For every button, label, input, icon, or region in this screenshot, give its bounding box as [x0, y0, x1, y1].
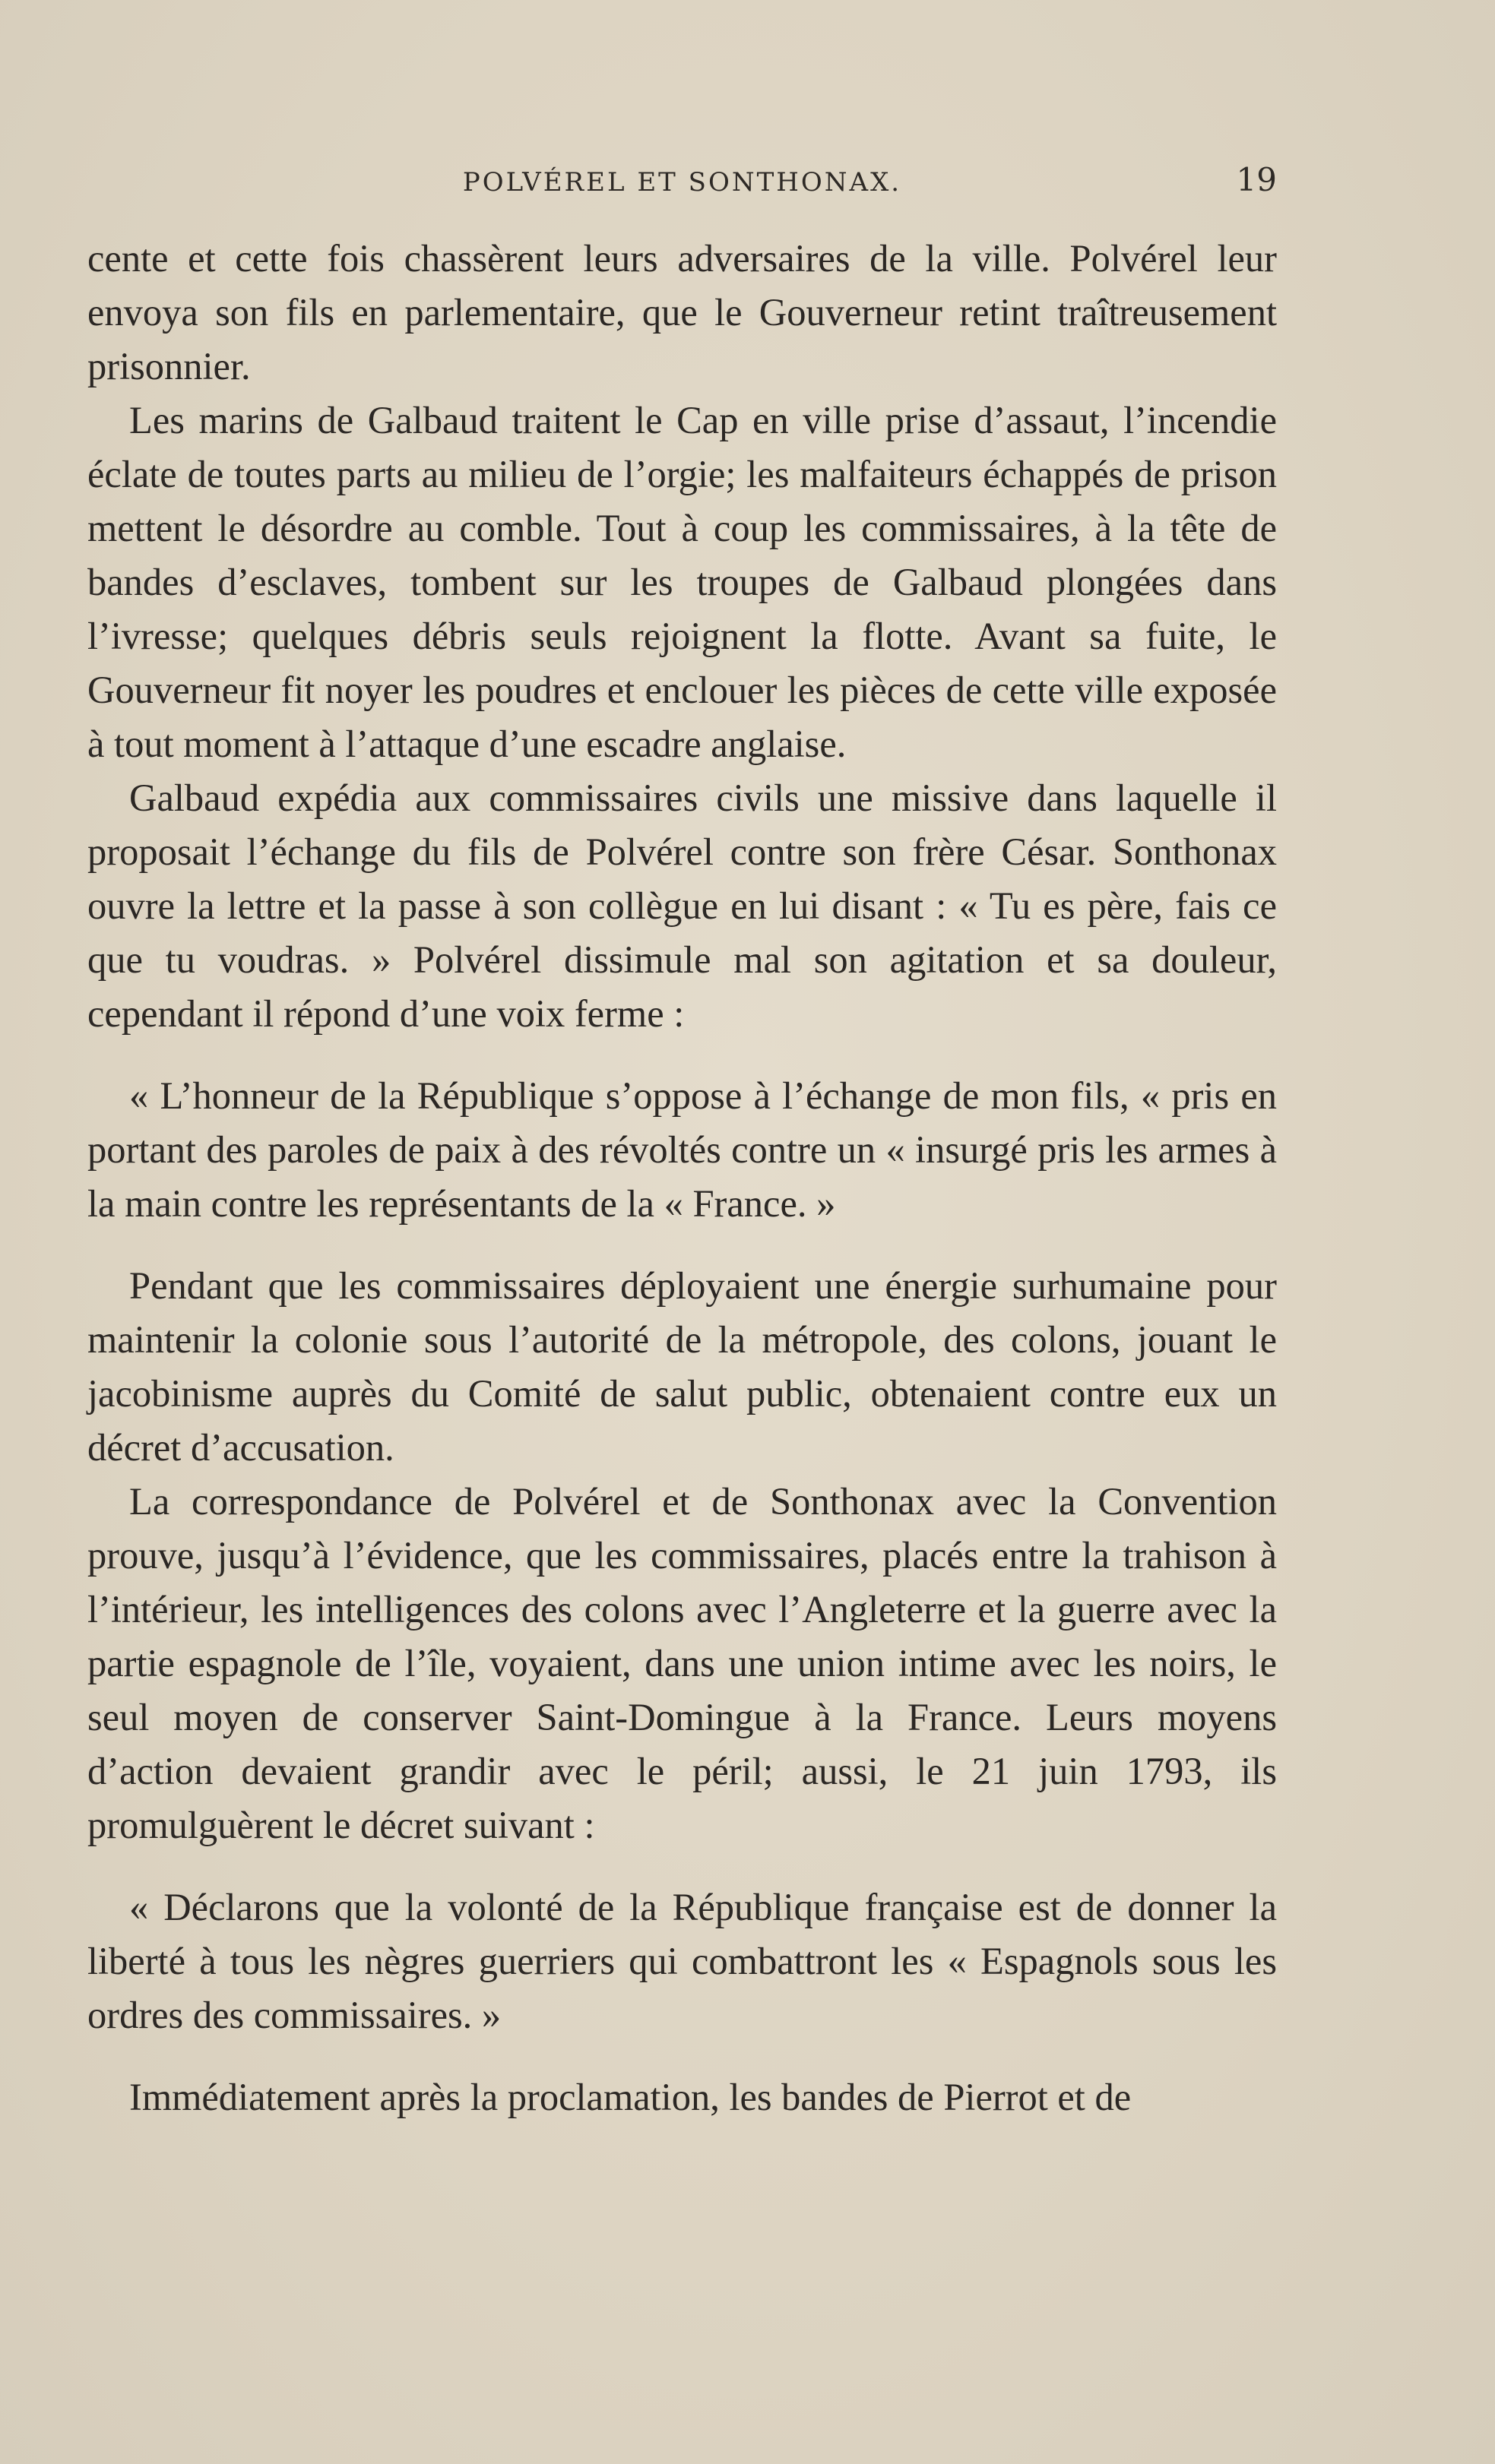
paragraph-marins: Les marins de Galbaud traitent le Cap en ville prise d’assaut, l’incendie éclate de toutes parts au milieu de l’orgie; les malfaiteurs échappés de prison mettent le désordre au comble. Tout à coup les commissaires, à la tête de bandes d’esclaves, tombent sur les troupes de Galbaud plongées dans l’ivresse; quelques débris seuls rejoignent la flotte. Avant sa fuite, le Gouverneur fit noyer les poudres et enclouer les pièces de cette ville exposée à tout moment à l’attaque d’une escadre anglaise. — [87, 399, 1277, 765]
paragraph-immediatement: Immédiatement après la proclamation, les bandes de Pierrot et de — [129, 2076, 1132, 2118]
paragraph-galbaud: Galbaud expédia aux commissaires civils une missive dans laquelle il proposait l’échange du fils de Polvérel contre son frère César. Sonthonax ouvre la lettre et la passe à son collègue en lui disant : « Tu es père, fais ce que tu voudras. » Polvérel dissimule mal son agitation et sa douleur, cependant il répond d’une voix ferme : — [87, 777, 1277, 1035]
body-text — [87, 232, 1277, 2124]
quote-decret: « Déclarons que la volonté de la République française est de donner la liberté à tous les nègres guerriers qui combattront les « Espagnols sous les ordres des commissaires. » — [87, 1886, 1277, 2036]
paragraph-correspondance: La correspondance de Polvérel et de Sonthonax avec la Convention prouve, jusqu’à l’évidence, que les commissaires, placés entre la trahison à l’intérieur, les intelligences des colons avec l’Angleterre et la guerre avec la partie espagnole de l’île, voyaient, dans une union intime avec les noirs, le seul moyen de conserver Saint-Domingue à la France. Leurs moyens d’action devaient grandir avec le péril; aussi, le 21 juin 1793, ils promulguèrent le décret suivant : — [87, 1480, 1277, 1846]
page-number: 19 — [1236, 161, 1277, 198]
running-title: POLVÉREL ET SONTHONAX. — [462, 167, 902, 198]
paragraph-commissaires: Pendant que les commissaires déployaient une énergie surhumaine pour maintenir la colonie sous l’autorité de la métropole, des colons, jouant le jacobinisme auprès du Comité de salut public, obtenaient contre eux un décret d’accusation. — [87, 1264, 1277, 1469]
quote-polverel: « L’honneur de la République s’oppose à l’échange de mon fils, « pris en portant des paroles de paix à des révoltés contre un « insurgé pris les armes à la main contre les représentants de la « France. » — [87, 1074, 1277, 1225]
paragraph-continuation: cente et cette fois chassèrent leurs adversaires de la ville. Polvérel leur envoya son fils en parlementaire, que le Gouverneur retint traîtreusement prisonnier. — [87, 237, 1277, 387]
page-header — [87, 160, 1277, 205]
